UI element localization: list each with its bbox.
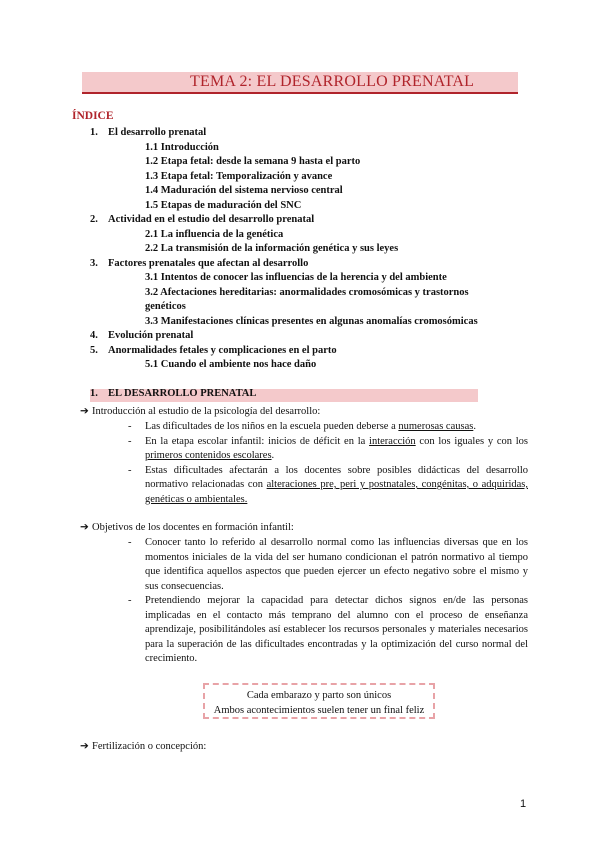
underlined-text: interacción [369, 435, 416, 447]
toc-subitem[interactable]: 1.4 Maduración del sistema nervioso central [145, 185, 343, 196]
text: Estas dificultades afectarán a los docentes sobre posibles didácticas del desarrollo normativo relacionadas con [145, 464, 528, 490]
intro-heading [80, 405, 320, 417]
toc-subitem[interactable]: 2.1 La influencia de la genética [145, 228, 284, 240]
toc-number: 3. [90, 257, 98, 269]
toc-text: Anormalidades fetales y complicaciones en el parto [108, 344, 337, 356]
dash-icon: - [128, 537, 132, 548]
text: En la etapa escolar infantil: inicios de déficit en la [145, 435, 370, 447]
dash-icon: - [128, 435, 132, 447]
arrow-icon: ➔ [80, 522, 89, 533]
toc-text: Evolución prenatal [108, 330, 194, 341]
quote-line: Cada embarazo y parto son únicos [246, 690, 392, 701]
toc-subitem[interactable]: 2.2 La transmisión de la información genética y sus leyes [145, 243, 399, 254]
underlined-text: alteraciones pre, peri y postnatales, congénitas, o adquiridas, genéticas o ambientales. [145, 479, 528, 505]
text: Pretendiendo mejorar la capacidad para detectar dichos signos en/de las personas implicadas en el contacto más temprano del alumno con el proceso de enseñanza aprendizaje, posibilitándoles así establecer los recursos personales y materiales necesarios para la superación de las dificultades encontradas y la optimización del curso normal del crecimiento. [145, 595, 528, 664]
dash-icon: - [128, 595, 132, 606]
toc-subitem[interactable]: 1.3 Etapa fetal: Temporalización y avance [145, 170, 333, 182]
bullet-item [128, 464, 528, 508]
toc-number: 1. [90, 127, 98, 138]
toc-number: 5. [90, 344, 98, 356]
objetivos-heading [80, 521, 294, 533]
toc-subitem[interactable]: 5.1 Cuando el ambiente nos hace daño [145, 359, 317, 370]
text: con los iguales y con los [415, 435, 528, 447]
bullet-item [128, 536, 528, 594]
title-banner [82, 72, 518, 94]
fertilizacion-text: Fertilización o concepción: [92, 741, 207, 752]
dash-icon: - [128, 464, 132, 476]
toc-text: El desarrollo prenatal [108, 127, 207, 138]
objetivos-heading-text: Objetivos de los docentes en formación infantil: [92, 522, 294, 533]
toc-subitem-cont[interactable]: genéticos [145, 301, 186, 312]
bullet-item [128, 435, 528, 464]
dash-icon: - [128, 421, 132, 432]
quote-box [203, 683, 435, 719]
arrow-icon: ➔ [80, 741, 89, 752]
toc-number: 2. [90, 214, 98, 225]
toc-subitem[interactable]: 1.1 Introducción [145, 141, 219, 153]
section-title: EL DESARROLLO PRENATAL [108, 388, 257, 399]
text: Conocer tanto lo referido al desarrollo normal como las influencias diversas que en los momentos iniciales de la vida del ser humano condicionan el patrón normativo al tiempo que identifica aquellos aspectos que pueden ejercer un efecto negativo sobre el mismo y sus consecuencias. [145, 537, 528, 592]
toc-text: Factores prenatales que afectan al desarrollo [108, 257, 309, 269]
bullet-item [128, 420, 528, 435]
intro-heading-text: Introducción al estudio de la psicología del desarrollo: [92, 406, 321, 417]
toc-subitem[interactable]: 3.2 Afectaciones hereditarias: anormalidades cromosómicas y trastornos [145, 286, 469, 298]
toc-number: 4. [90, 330, 98, 341]
underlined-text: numerosas causas [398, 421, 474, 432]
quote-line: Ambos acontecimientos suelen tener un final feliz [213, 705, 425, 716]
toc-subitem[interactable]: 3.3 Manifestaciones clínicas presentes en algunas anomalías cromosómicas [145, 315, 478, 327]
toc-subitem[interactable]: 3.1 Intentos de conocer las influencias de la herencia y del ambiente [145, 272, 447, 283]
toc-subitem[interactable]: 1.5 Etapas de maduración del SNC [145, 199, 302, 211]
text: . [473, 421, 476, 432]
document-title: TEMA 2: EL DESARROLLO PRENATAL [190, 73, 475, 90]
text: . [271, 450, 275, 461]
arrow-icon: ➔ [80, 406, 89, 417]
text: Las dificultades de los niños en la escuela pueden deberse a [145, 421, 399, 432]
underlined-text: primeros contenidos escolares [145, 450, 272, 461]
fertilizacion-heading [80, 740, 206, 752]
toc-subitem[interactable]: 1.2 Etapa fetal: desde la semana 9 hasta el parto [145, 156, 361, 167]
section-number: 1. [90, 388, 98, 399]
toc-text: Actividad en el estudio del desarrollo prenatal [108, 214, 315, 225]
bullet-item [128, 594, 528, 667]
index-heading: ÍNDICE [72, 110, 114, 122]
page-number: 1 [520, 798, 527, 810]
